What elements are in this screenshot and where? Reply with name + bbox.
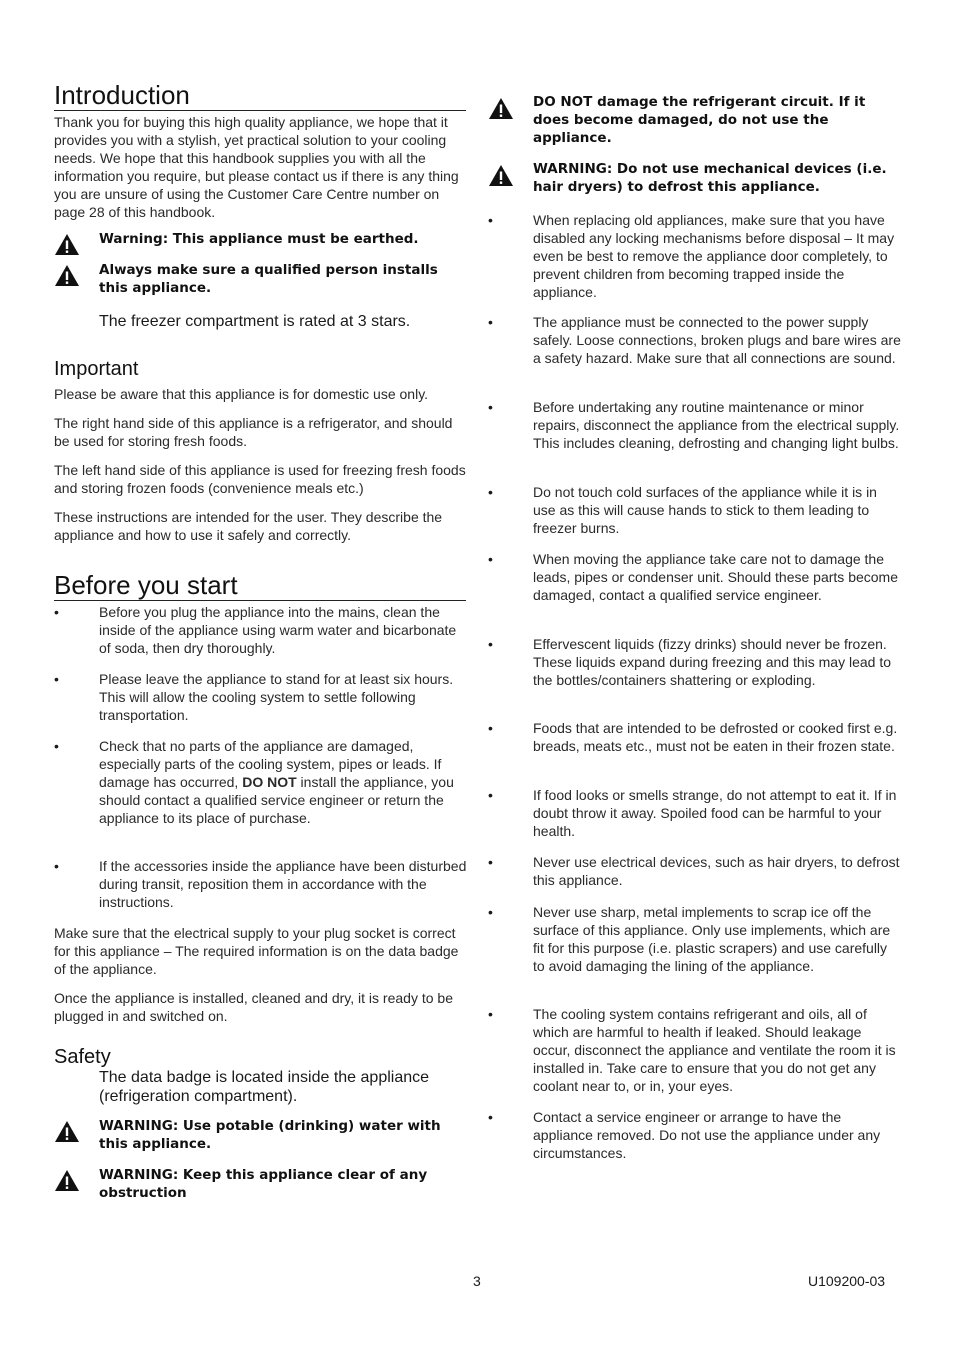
- warning-text: Always make sure a qualified person installs this appliance.: [99, 262, 438, 296]
- bullet-icon: •: [488, 636, 493, 652]
- bullet-icon: •: [488, 787, 493, 803]
- before-you-start-paragraph: Make sure that the electrical supply to your plug socket is correct for this appliance – The required information is on the data badge of the appliance.: [54, 925, 459, 977]
- introduction-heading: Introduction: [54, 80, 466, 111]
- bullet-icon: •: [488, 212, 493, 228]
- do-not-emphasis: DO NOT: [242, 774, 297, 790]
- bullet-icon: •: [488, 399, 493, 415]
- bullet-icon: •: [488, 314, 493, 330]
- introduction-body: Thank you for buying this high quality appliance, we hope that it provides you with a stylish, yet practical solution to your cooling needs. We hope that this handbook supplies you with all the information you require, but please contact us if there is any thing you are unsure of using the Customer Care Centre number on page 28 of this handbook.: [54, 114, 459, 220]
- page-number: 3: [473, 1273, 481, 1289]
- warning-triangle-icon: [488, 164, 514, 187]
- important-paragraph: These instructions are intended for the user. They describe the appliance and how to use it safely and correctly.: [54, 509, 443, 543]
- warning-text: DO NOT damage the refrigerant circuit. If it does become damaged, do not use the appliance.: [533, 94, 866, 146]
- warning-triangle-icon: [54, 233, 80, 256]
- warning-triangle-icon: [54, 1169, 80, 1192]
- warning-text: WARNING: Use potable (drinking) water with this appliance.: [99, 1118, 441, 1152]
- bullet-icon: •: [488, 1006, 493, 1022]
- warning-text: WARNING: Do not use mechanical devices (i.e. hair dryers) to defrost this appliance.: [533, 161, 887, 195]
- important-heading: Important: [54, 358, 139, 380]
- safety-heading: Safety: [54, 1046, 111, 1068]
- warning-triangle-icon: [54, 264, 80, 287]
- freezer-rating-note: The freezer compartment is rated at 3 stars.: [99, 313, 411, 330]
- warning-triangle-icon: [488, 97, 514, 120]
- important-paragraph: The left hand side of this appliance is used for freezing fresh foods and storing frozen foods (convenience meals etc.): [54, 462, 466, 496]
- important-paragraph: Please be aware that this appliance is for domestic use only.: [54, 386, 429, 402]
- bullet-icon: •: [488, 904, 493, 920]
- warning-text: Warning: This appliance must be earthed.: [99, 231, 419, 247]
- bullet-icon: •: [488, 551, 493, 567]
- bullet-icon: •: [54, 738, 59, 754]
- warning-triangle-icon: [54, 1120, 80, 1143]
- bullet-icon: •: [488, 484, 493, 500]
- bullet-icon: •: [54, 604, 59, 620]
- bullet-icon: •: [488, 720, 493, 736]
- important-paragraph: The right hand side of this appliance is a refrigerator, and should be used for storing fresh foods.: [54, 415, 453, 449]
- bullet-icon: •: [488, 854, 493, 870]
- bullet-icon: •: [488, 1109, 493, 1125]
- data-badge-note: The data badge is located inside the appliance (refrigeration compartment).: [99, 1069, 430, 1105]
- before-you-start-heading: Before you start: [54, 570, 466, 601]
- bullet-icon: •: [54, 858, 59, 874]
- bullet-icon: •: [54, 671, 59, 687]
- document-code: U109200-03: [808, 1273, 886, 1289]
- warning-text: WARNING: Keep this appliance clear of any obstruction: [99, 1167, 428, 1201]
- before-you-start-paragraph: Once the appliance is installed, cleaned and dry, it is ready to be plugged in and switched on.: [54, 990, 453, 1024]
